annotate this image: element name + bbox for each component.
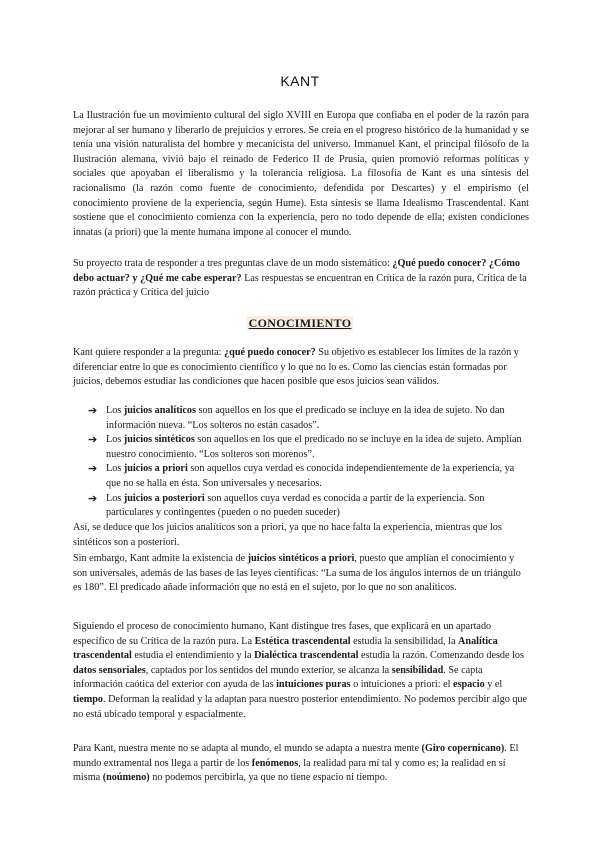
term: intuiciones puras xyxy=(276,679,351,691)
text-run: Kant quiere responder a la pregunta: xyxy=(73,347,225,358)
list-item xyxy=(88,462,530,491)
section-intro-paragraph xyxy=(73,346,529,390)
text-run: Los xyxy=(106,434,124,446)
text-run: estudia la razón. Comenzando desde los xyxy=(358,650,524,662)
page-title: KANT xyxy=(280,73,320,89)
text-run: Su objetivo es establecer los límites de la razón y diferenciar entre lo que es conocimiento científico y lo que no lo es. Como las ciencias están formadas por juicios, debemos estudiar las condiciones que hacen posible que esos juicios sean válidos. xyxy=(73,347,519,388)
arrow-icon: ➔ xyxy=(88,492,98,505)
term: fenómenos xyxy=(251,757,299,769)
text-run: Los xyxy=(106,405,124,416)
term: Dialéctica trascendental xyxy=(254,650,359,662)
intro-paragraph: La Ilustración fue un movimiento cultural del siglo XVIII en Europa que confiaba en el poder de la razón para mejorar al ser humano y liberarlo de prejuicios y errores. Se creía en el progreso histórico de la humanidad y se tenía una visión naturalista del hombre y mecanicista del universo. Immanuel Kant, el principal filósofo de la Ilustración alemana, vivió bajo el reinado de Federico II de Prusia, quien promovió reformas políticas y sociales que apoyaban el liberalismo y la tolerancia religiosa. La filosofía de Kant es una síntesis del racionalismo (la razón como fuente de conocimiento, defendida por Descartes) y el empirismo (el conocimiento proviene de la experiencia, según Hume). Esta síntesis se llama Idealismo Trascendental. Kant sostiene que el conocimiento comienza con la experiencia, pero no todo depende de ella; existen condiciones innatas (a priori) que la mente humana impone al conocer el mundo. xyxy=(73,110,529,238)
list-item xyxy=(88,433,530,462)
text-run: . El mundo extramental nos llega a partir de los xyxy=(73,743,519,769)
key-question: ¿qué puedo conocer? xyxy=(224,347,316,358)
term: juicios a priori xyxy=(123,463,188,475)
text-run: . Deforman la realidad y la adaptan para nuestro posterior entendimiento. No podemos percibir algo que no está ubicado temporal y espacialmente. xyxy=(73,693,528,720)
text-run: son aquellos en los que el predicado no se incluye en la idea de sujeto. Amplían nuestro conocimiento. “Los solteros son morenos”. xyxy=(106,434,522,460)
intro-questions-paragraph xyxy=(73,257,529,301)
text-run: y el xyxy=(484,679,503,691)
arrow-icon: ➔ xyxy=(88,463,98,476)
text-run: Sin embargo, Kant admite la existencia de xyxy=(73,553,248,564)
term: datos sensoriales xyxy=(73,664,146,676)
text-run: son aquellos cuya verdad es conocida independientemente de la experiencia, ya que no se halla en ésta. Son universales y necesarios. xyxy=(106,463,515,489)
term: juicios a posteriori xyxy=(123,492,205,504)
arrow-icon: ➔ xyxy=(88,434,98,447)
term: espacio xyxy=(452,679,485,691)
judgment-types-list xyxy=(88,404,530,521)
section-heading-text: CONOCIMIENTO xyxy=(248,316,352,330)
text-run: estudia la sensibilidad, la xyxy=(350,635,459,647)
arrow-icon: ➔ xyxy=(88,405,98,417)
deduction-paragraph: Así, se deduce que los juicios analíticos son a priori, ya que no hace falta la experiencia, mientras que los sintéticos son a posteriori. xyxy=(73,522,502,548)
list-item xyxy=(88,492,530,521)
copernican-turn-paragraph xyxy=(73,742,529,786)
text-run: no podemos percibirla, ya que no tiene espacio ni tiempo. xyxy=(149,772,388,784)
text-run: son aquellos en los que el predicado se incluye en la idea de sujeto. No dan información nueva. “Los solteros no están casados”. xyxy=(106,405,505,431)
text-run: Las respuestas se encuentran en Crítica de la razón pura, Crítica de la razón práctica y Crítica del juicio xyxy=(73,272,527,299)
text-run: . Se capta información caótica del exterior con ayuda de las xyxy=(73,664,483,691)
section-heading xyxy=(0,316,600,333)
text-run: , puesto que amplían el conocimiento y son universales, además de las bases de las leyes científicas: “La suma de los ángulos internos de un triángulo es 180”. El predicado añade información que no está en el sujeto, por lo que no son analíticos. xyxy=(73,553,521,594)
key-questions: ¿Qué puedo conocer? ¿Cómo debo actuar? y ¿Qué me cabe esperar? xyxy=(73,258,521,284)
synthetic-a-priori-paragraph xyxy=(73,552,529,596)
text-run: , la realidad para mí tal y como es; la realidad en sí misma xyxy=(73,757,506,784)
text-run: , captados por los sentidos del mundo exterior, se alcanza la xyxy=(145,664,392,676)
text-run: Su proyecto trata de responder a tres preguntas clave de un modo sistemático: xyxy=(73,258,393,269)
text-run: Para Kant, nuestra mente no se adapta al mundo, el mundo se adapta a nuestra mente xyxy=(73,743,422,754)
term: juicios analíticos xyxy=(123,405,196,416)
text-run: Los xyxy=(106,492,124,504)
text-run: son aquellos cuya verdad es conocida a partir de la experiencia. Son particulares y contingentes (pueden o no pueden suceder) xyxy=(106,492,485,519)
text-run: Los xyxy=(106,463,124,475)
term: Estética trascendental xyxy=(254,635,351,647)
text-run: estudia el entendimiento y la xyxy=(131,650,255,662)
term: (noúmeno) xyxy=(102,772,150,784)
term: (Giro copernicano) xyxy=(421,743,505,754)
knowledge-process-paragraph xyxy=(73,620,529,722)
term: juicios sintéticos xyxy=(123,434,195,446)
term: tiempo xyxy=(73,693,103,705)
term: juicios sintéticos a priori xyxy=(247,553,355,564)
term: Analítica trascendental xyxy=(73,635,498,662)
term: sensibilidad xyxy=(391,664,444,676)
text-run: o intuiciones a priori: el xyxy=(350,679,453,691)
list-item xyxy=(88,404,530,433)
text-run: Siguiendo el proceso de conocimiento humano, Kant distingue tres fases, que explicará en un apartado específico de su Crítica de la razón pura. La xyxy=(73,621,492,647)
